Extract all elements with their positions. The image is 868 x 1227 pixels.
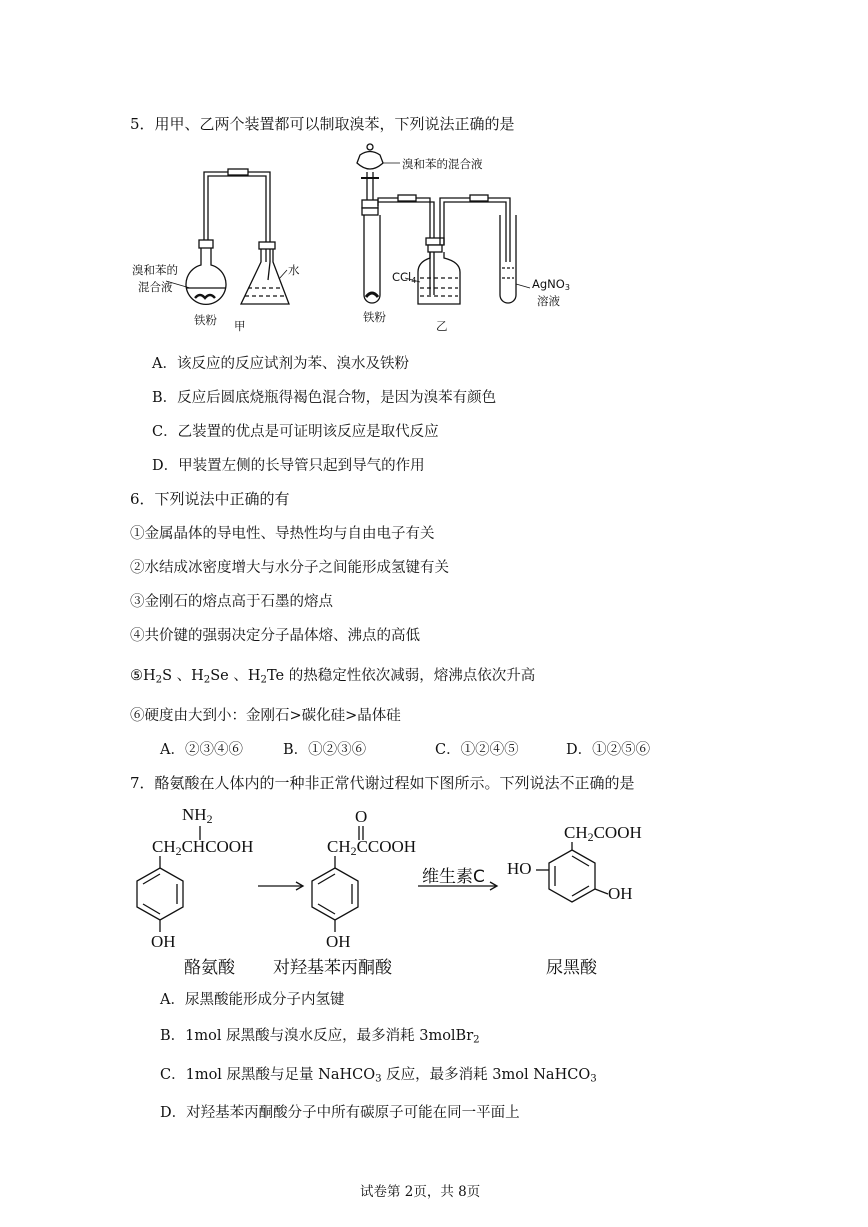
keto-side-chain: $CH_2CCOOH$	[327, 837, 417, 858]
q7-option-b: B．1mol 尿黑酸与溴水反应，最多消耗 3molBr$_2$	[160, 1028, 480, 1046]
q6-item-5: $⑤H_2S$ 、$H_2Se$ 、$H_2Te$ 的热稳定性依次减弱，熔沸点依次升高	[130, 668, 536, 686]
jia-mixture-label-1: 溴和苯的	[132, 263, 178, 277]
jia-mixture-label-2: 混合液	[138, 280, 173, 294]
jia-stopper	[199, 240, 213, 248]
q5-option-b: B．反应后圆底烧瓶得褐色混合物，是因为溴苯有颜色	[152, 390, 497, 406]
q6-item-3: ③金刚石的熔点高于石墨的熔点	[130, 594, 333, 610]
jia-iron-label: 铁粉	[194, 313, 217, 327]
tyr-nh2: $NH_2$	[182, 805, 213, 826]
jia-erlen-stopper	[259, 242, 275, 249]
homogentisic-acid-name: 尿黑酸	[546, 958, 597, 978]
hga-ho: HO	[507, 859, 532, 878]
keto-oxygen: O	[355, 807, 368, 826]
ccl4-bottle	[418, 252, 460, 304]
yi-agno3-label: AgNO$_3$	[532, 277, 570, 292]
homogentisic-acid-structure	[536, 842, 608, 902]
yi-ccl4-label: CCl$_4$	[392, 270, 417, 285]
q6-choice-d: D．①②⑤⑥	[566, 742, 651, 758]
test-tube-reactor	[364, 215, 380, 303]
jia-name-label: 甲	[234, 319, 246, 333]
q6-item-4: ④共价键的强弱决定分子晶体熔、沸点的高低	[130, 628, 420, 644]
q5-option-a: A．该反应的反应试剂为苯、溴水及铁粉	[152, 356, 409, 372]
q6-choice-b: B．①②③⑥	[283, 742, 367, 758]
yi-solution-label: 溶液	[537, 294, 560, 308]
q6-item-1: ①金属晶体的导电性、导热性均与自由电子有关	[130, 526, 435, 542]
jia-connector	[228, 169, 248, 175]
q5-option-c: C．乙装置的优点是可证明该反应是取代反应	[152, 424, 439, 440]
separatory-funnel	[357, 152, 383, 170]
jia-water-label: 水	[288, 263, 300, 277]
q6-item-6: ⑥硬度由大到小：金刚石>碳化硅>晶体硅	[130, 708, 401, 724]
page-footer: 试卷第 2页，共 8页	[360, 1184, 481, 1200]
agno3-test-tube	[500, 215, 516, 303]
q7-option-c: C．1mol 尿黑酸与足量 NaHCO$_3$ 反应，最多消耗 3mol NaHCO$_3$	[160, 1067, 597, 1085]
hga-side-chain: $CH_2COOH$	[564, 823, 642, 844]
q7-stem: 7．酪氨酸在人体内的一种非正常代谢过程如下图所示。下列说法不正确的是	[130, 774, 635, 792]
yi-iron-label: 铁粉	[363, 310, 386, 324]
yi-name-label: 乙	[436, 319, 448, 333]
iron-powder-yi	[366, 293, 378, 297]
iron-powder	[195, 295, 215, 298]
q6-stem: 6．下列说法中正确的有	[130, 490, 290, 508]
vitamin-c-label: 维生素C	[422, 867, 485, 887]
keto-oh: OH	[326, 932, 351, 951]
q6-choice-c: C．①②④⑤	[435, 742, 519, 758]
q6-item-2: ②水结成冰密度增大与水分子之间能形成氢键有关	[130, 560, 449, 576]
q5-stem: 5．用甲、乙两个装置都可以制取溴苯，下列说法正确的是	[130, 115, 515, 133]
q5-option-d: D．甲装置左侧的长导管只起到导气的作用	[152, 458, 425, 474]
yi-mixture-label: 溴和苯的混合液	[402, 157, 483, 171]
tyrosine-name: 酪氨酸	[184, 958, 235, 978]
hga-oh: OH	[608, 884, 633, 903]
q7-option-d: D．对羟基苯丙酮酸分子中所有碳原子可能在同一平面上	[160, 1105, 520, 1121]
q7-option-a: A．尿黑酸能形成分子内氢键	[160, 992, 345, 1008]
tyr-oh: OH	[151, 932, 176, 951]
q6-choice-a: A．②③④⑥	[160, 742, 243, 758]
tyr-side-chain: $CH_2CHCOOH$	[152, 837, 254, 858]
hydroxyphenylpyruvic-name: 对羟基苯丙酮酸	[273, 958, 392, 978]
